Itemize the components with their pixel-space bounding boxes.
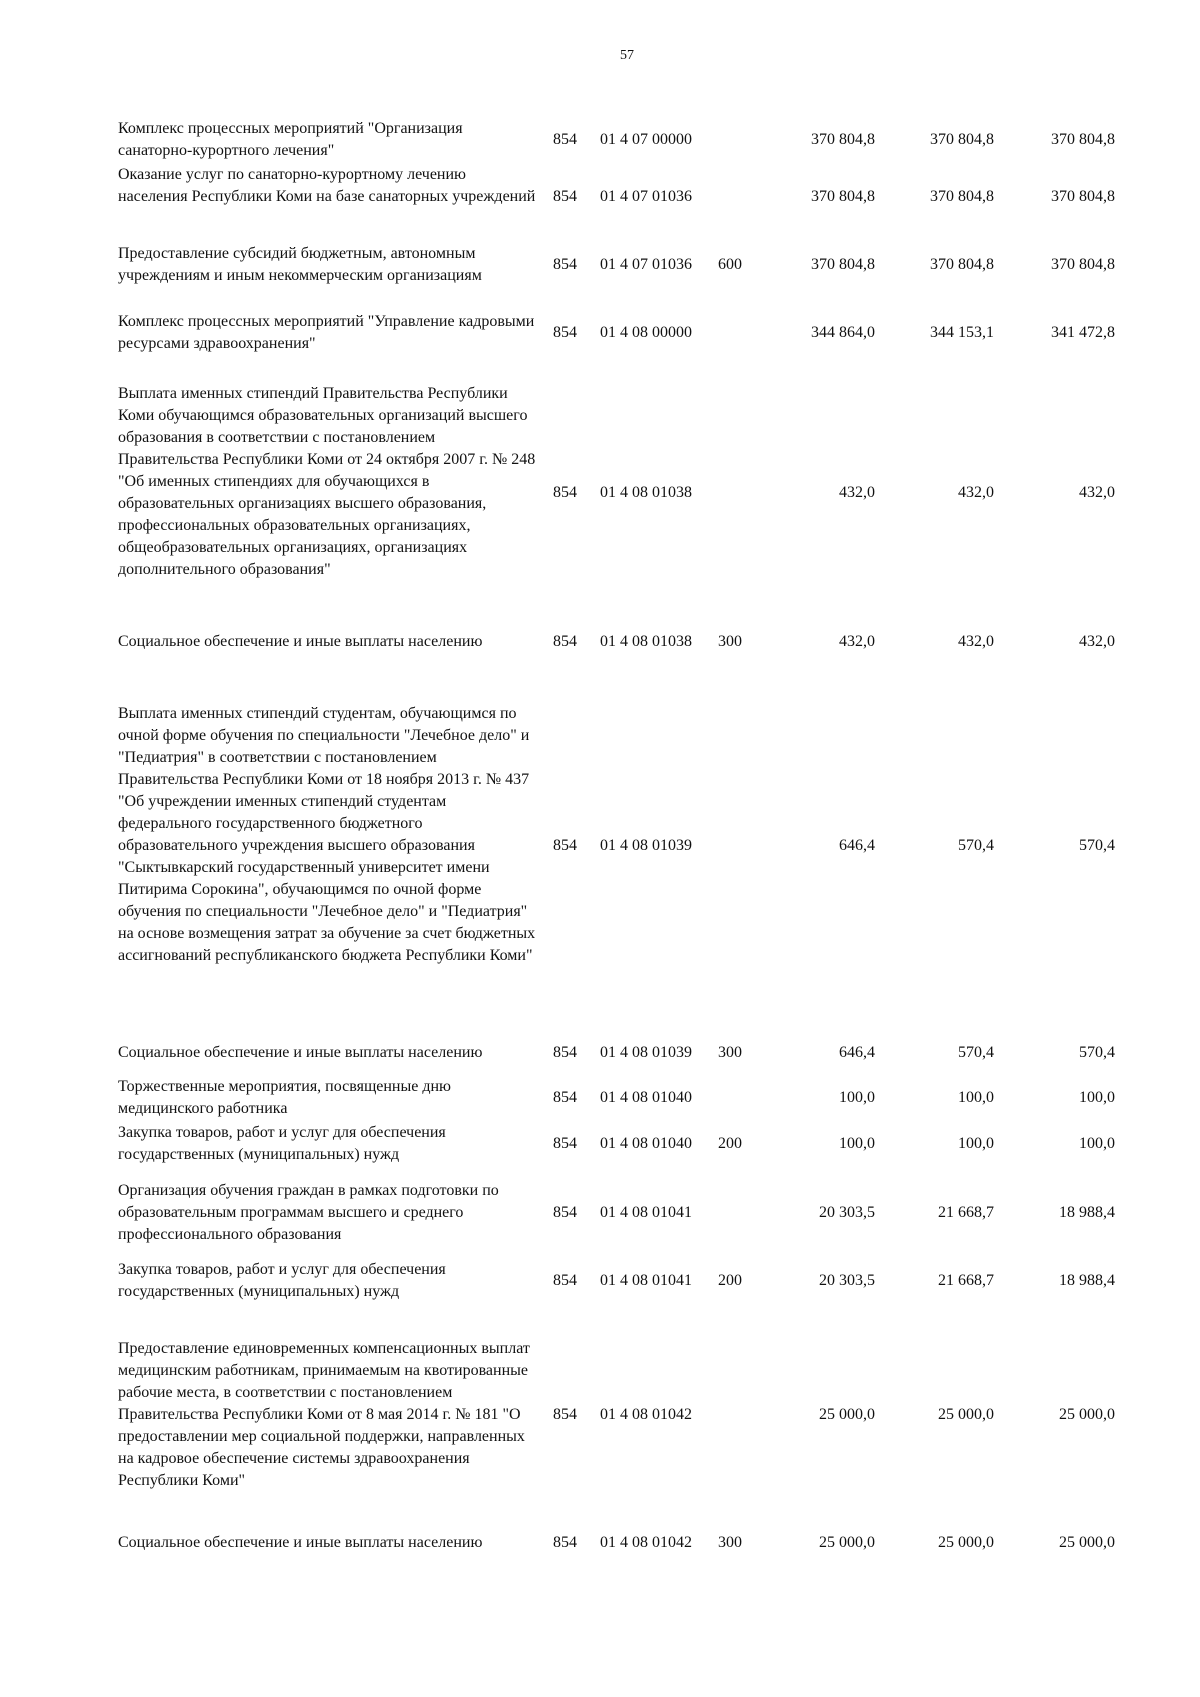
- row-description: Закупка товаров, работ и услуг для обеспечения государственных (муниципальных) нужд: [118, 1261, 446, 1300]
- admin-code: 854: [553, 1534, 577, 1551]
- amount-year-3: 18 988,4: [1059, 1272, 1115, 1289]
- row-description: Комплекс процессных мероприятий "Управление кадровыми ресурсами здравоохранения": [118, 313, 535, 352]
- amount-year-1: 100,0: [839, 1135, 875, 1152]
- amount-year-3: 370 804,8: [1051, 256, 1115, 273]
- row-description: Предоставление единовременных компенсационных выплат медицинским работникам, принимаемым на квотированные рабочие места, в соответствии с постановлением Правительства Республики Коми от 8 мая 2014 г. № 181 "О предоставлении мер социальной поддержки, направленных на кадровое обеспечение системы здравоохранения Республики Коми": [118, 1340, 530, 1489]
- amount-year-3: 432,0: [1079, 484, 1115, 501]
- amount-year-3: 18 988,4: [1059, 1204, 1115, 1221]
- amount-year-2: 21 668,7: [938, 1272, 994, 1289]
- amount-year-3: 570,4: [1079, 1044, 1115, 1061]
- amount-year-3: 341 472,8: [1051, 324, 1115, 341]
- admin-code: 854: [553, 837, 577, 854]
- amount-year-2: 25 000,0: [938, 1534, 994, 1551]
- amount-year-1: 100,0: [839, 1089, 875, 1106]
- admin-code: 854: [553, 1135, 577, 1152]
- amount-year-1: 370 804,8: [811, 188, 875, 205]
- amount-year-2: 432,0: [958, 484, 994, 501]
- admin-code: 854: [553, 131, 577, 148]
- amount-year-1: 646,4: [839, 837, 875, 854]
- amount-year-1: 20 303,5: [819, 1272, 875, 1289]
- amount-year-1: 25 000,0: [819, 1406, 875, 1423]
- expense-type-code: 300: [718, 1534, 742, 1551]
- target-article-code: 01 4 08 01040: [600, 1089, 692, 1106]
- page-number: 57: [620, 48, 634, 63]
- target-article-code: 01 4 08 00000: [600, 324, 692, 341]
- amount-year-2: 570,4: [958, 837, 994, 854]
- target-article-code: 01 4 08 01041: [600, 1272, 692, 1289]
- admin-code: 854: [553, 324, 577, 341]
- target-article-code: 01 4 08 01038: [600, 633, 692, 650]
- target-article-code: 01 4 08 01039: [600, 1044, 692, 1061]
- row-description: Социальное обеспечение и иные выплаты населению: [118, 633, 483, 650]
- amount-year-1: 20 303,5: [819, 1204, 875, 1221]
- amount-year-3: 25 000,0: [1059, 1534, 1115, 1551]
- amount-year-1: 370 804,8: [811, 131, 875, 148]
- amount-year-2: 100,0: [958, 1089, 994, 1106]
- amount-year-1: 370 804,8: [811, 256, 875, 273]
- target-article-code: 01 4 08 01039: [600, 837, 692, 854]
- target-article-code: 01 4 08 01041: [600, 1204, 692, 1221]
- row-description: Оказание услуг по санаторно-курортному лечению населения Республики Коми на базе санаторных учреждений: [118, 166, 536, 205]
- row-description: Предоставление субсидий бюджетным, автономным учреждениям и иным некоммерческим организациям: [118, 245, 482, 284]
- amount-year-3: 570,4: [1079, 837, 1115, 854]
- row-description: Организация обучения граждан в рамках подготовки по образовательным программам высшего и среднего профессионального образования: [118, 1182, 499, 1243]
- expense-type-code: 600: [718, 256, 742, 273]
- amount-year-2: 25 000,0: [938, 1406, 994, 1423]
- amount-year-2: 100,0: [958, 1135, 994, 1152]
- amount-year-1: 25 000,0: [819, 1534, 875, 1551]
- amount-year-1: 344 864,0: [811, 324, 875, 341]
- row-description: Выплата именных стипендий Правительства Республики Коми обучающимся образовательных организаций высшего образования в соответствии с постановлением Правительства Республики Коми от 24 октября 2007 г. № 248 "Об именных стипендиях для обучающихся в образовательных организациях высшего образования, профессиональных образовательных организациях, общеобразовательных организациях, организациях дополнительного образования": [118, 385, 536, 578]
- admin-code: 854: [553, 256, 577, 273]
- row-description: Социальное обеспечение и иные выплаты населению: [118, 1534, 483, 1551]
- admin-code: 854: [553, 1204, 577, 1221]
- amount-year-1: 432,0: [839, 484, 875, 501]
- amount-year-2: 432,0: [958, 633, 994, 650]
- target-article-code: 01 4 08 01042: [600, 1534, 692, 1551]
- expense-type-code: 200: [718, 1135, 742, 1152]
- target-article-code: 01 4 07 01036: [600, 188, 692, 205]
- admin-code: 854: [553, 633, 577, 650]
- target-article-code: 01 4 07 00000: [600, 131, 692, 148]
- amount-year-3: 370 804,8: [1051, 131, 1115, 148]
- amount-year-2: 370 804,8: [930, 256, 994, 273]
- row-description: Комплекс процессных мероприятий "Организация санаторно-курортного лечения": [118, 120, 463, 159]
- amount-year-1: 646,4: [839, 1044, 875, 1061]
- row-description: Торжественные мероприятия, посвященные дню медицинского работника: [118, 1078, 451, 1117]
- admin-code: 854: [553, 1044, 577, 1061]
- target-article-code: 01 4 07 01036: [600, 256, 692, 273]
- target-article-code: 01 4 08 01040: [600, 1135, 692, 1152]
- amount-year-2: 370 804,8: [930, 188, 994, 205]
- amount-year-3: 370 804,8: [1051, 188, 1115, 205]
- admin-code: 854: [553, 484, 577, 501]
- amount-year-3: 25 000,0: [1059, 1406, 1115, 1423]
- expense-type-code: 200: [718, 1272, 742, 1289]
- amount-year-3: 100,0: [1079, 1089, 1115, 1106]
- admin-code: 854: [553, 188, 577, 205]
- admin-code: 854: [553, 1089, 577, 1106]
- row-description: Социальное обеспечение и иные выплаты населению: [118, 1044, 483, 1061]
- amount-year-2: 370 804,8: [930, 131, 994, 148]
- row-description: Выплата именных стипендий студентам, обучающимся по очной форме обучения по специальности "Лечебное дело" и "Педиатрия" в соответствии с постановлением Правительства Республики Коми от 18 ноября 2013 г. № 437 "Об учреждении именных стипендий студентам федерального государственного бюджетного образовательного учреждения высшего образования "Сыктывкарский государственный университет имени Питирима Сорокина", обучающимся по очной форме обучения по специальности "Лечебное дело" и "Педиатрия" на основе возмещения затрат за обучение за счет бюджетных ассигнований республиканского бюджета Республики Коми": [118, 705, 536, 964]
- amount-year-3: 100,0: [1079, 1135, 1115, 1152]
- admin-code: 854: [553, 1272, 577, 1289]
- expense-type-code: 300: [718, 633, 742, 650]
- row-description: Закупка товаров, работ и услуг для обеспечения государственных (муниципальных) нужд: [118, 1124, 446, 1163]
- amount-year-2: 570,4: [958, 1044, 994, 1061]
- admin-code: 854: [553, 1406, 577, 1423]
- target-article-code: 01 4 08 01038: [600, 484, 692, 501]
- amount-year-2: 344 153,1: [930, 324, 994, 341]
- amount-year-3: 432,0: [1079, 633, 1115, 650]
- expense-type-code: 300: [718, 1044, 742, 1061]
- target-article-code: 01 4 08 01042: [600, 1406, 692, 1423]
- amount-year-1: 432,0: [839, 633, 875, 650]
- amount-year-2: 21 668,7: [938, 1204, 994, 1221]
